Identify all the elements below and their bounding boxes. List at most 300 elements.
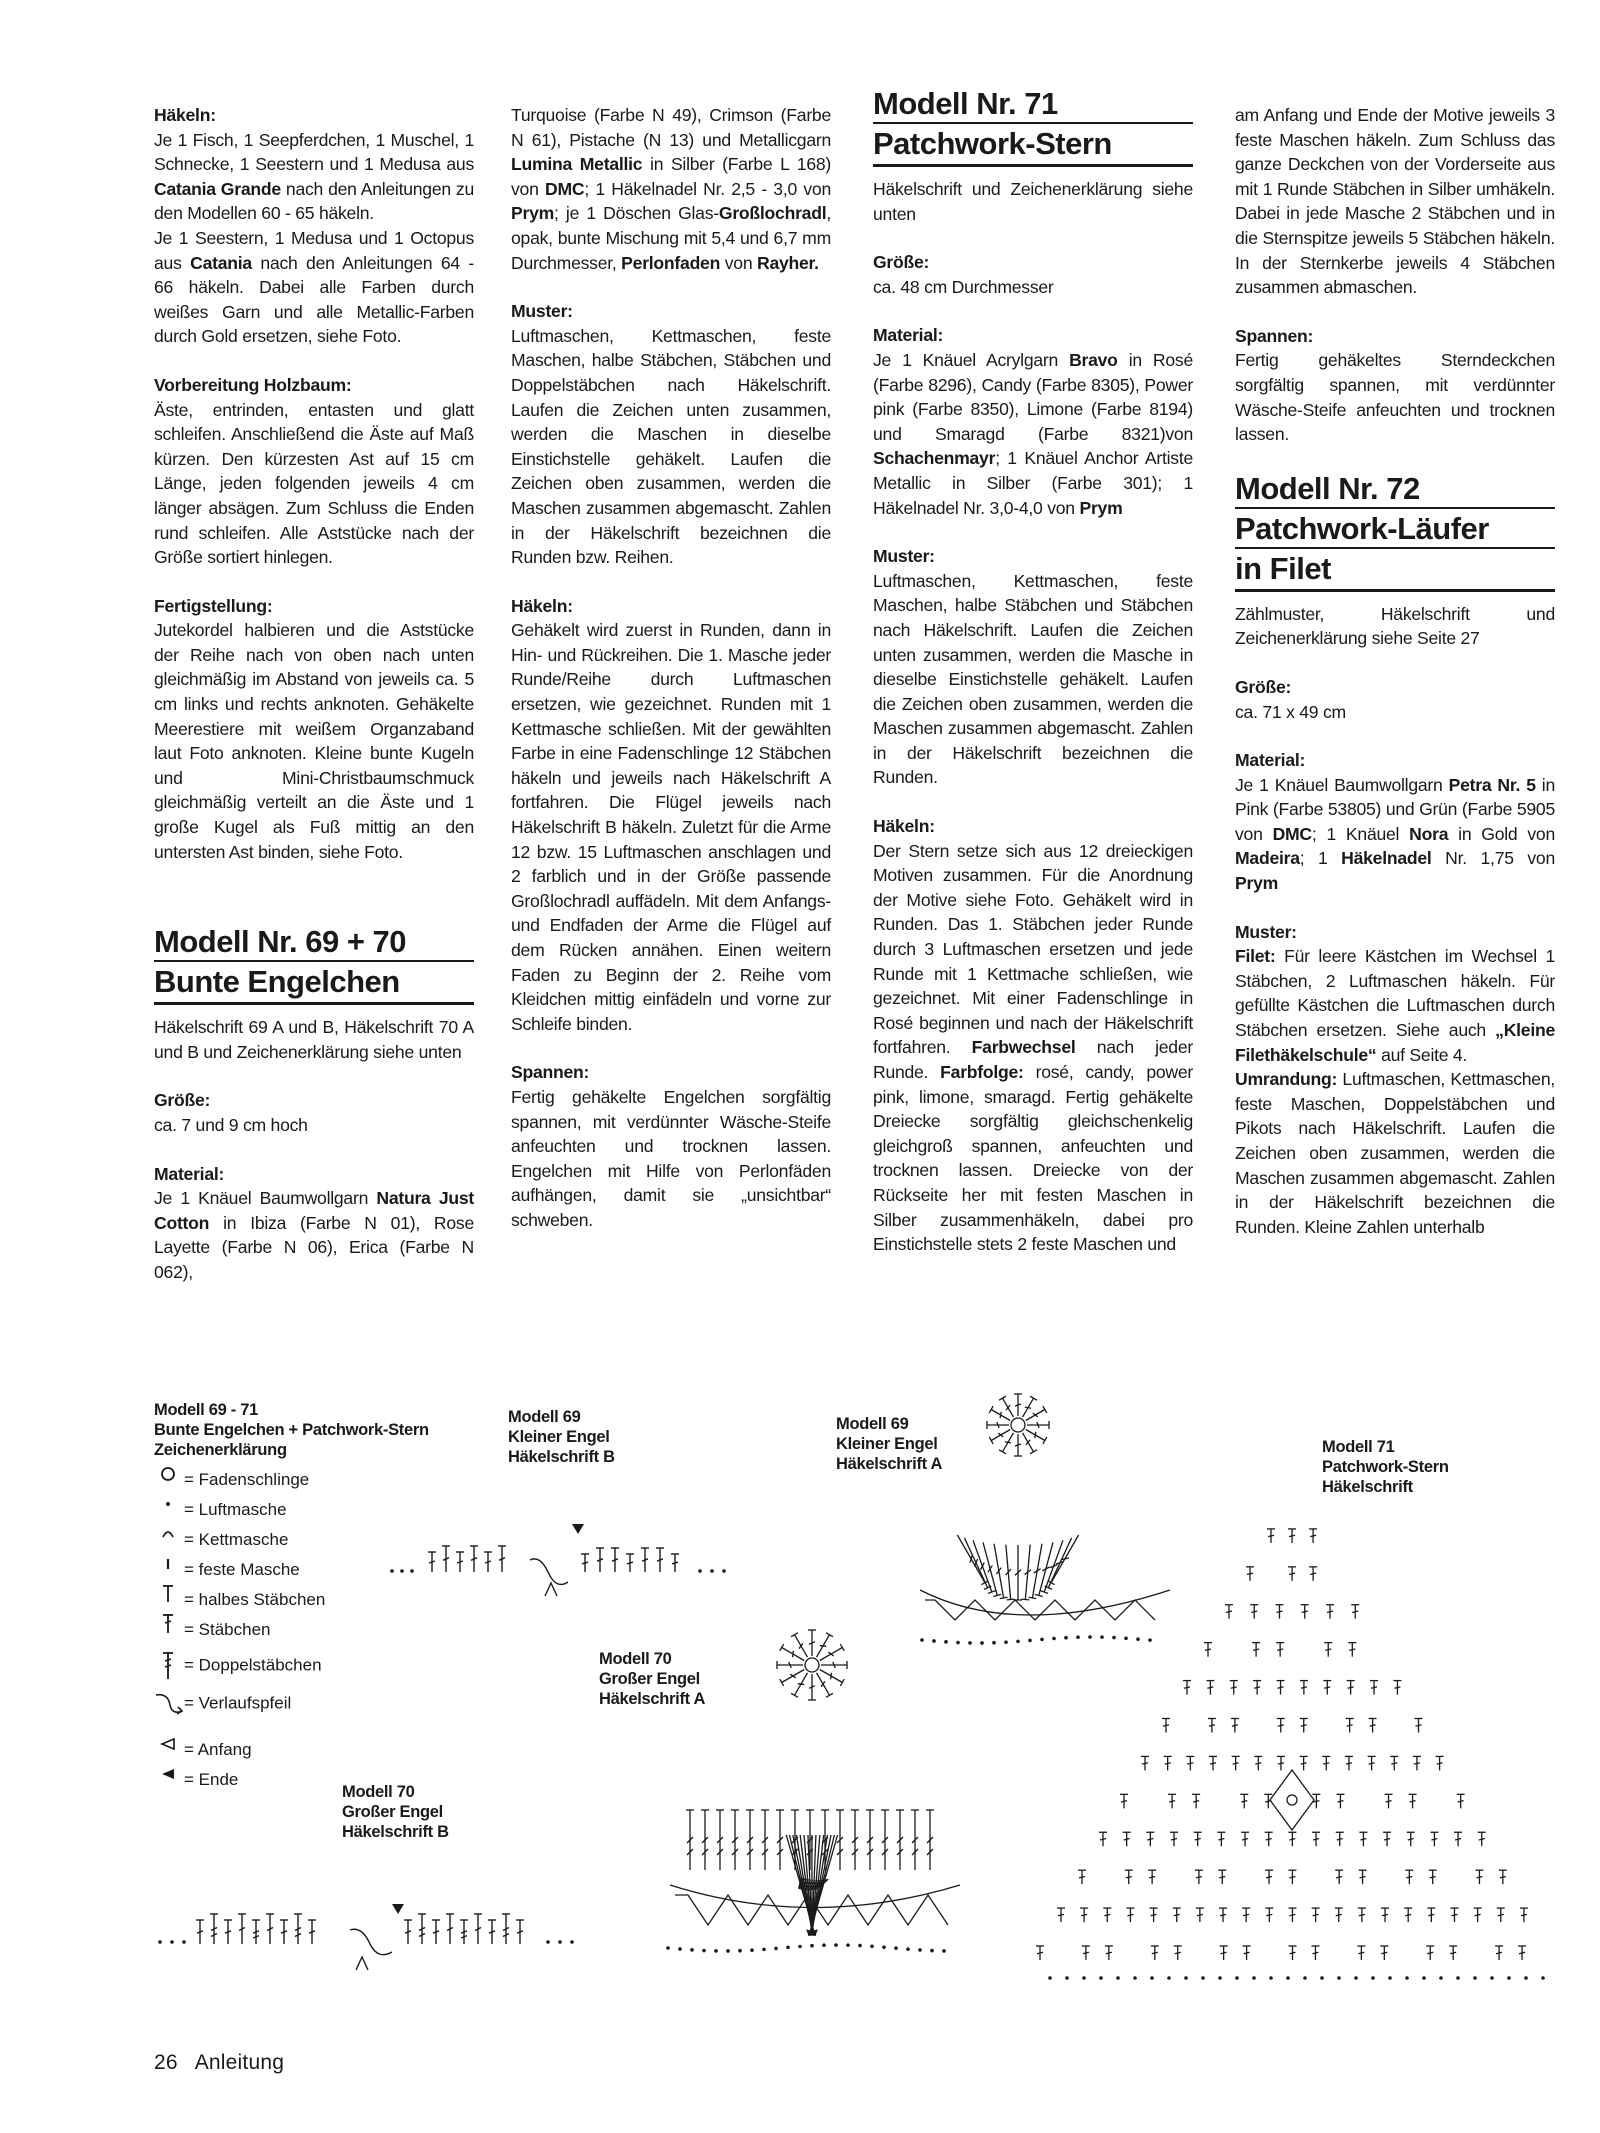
stitch-symbol bbox=[776, 1810, 784, 1870]
chain-dot bbox=[570, 1940, 574, 1944]
stitch-symbol bbox=[1311, 1946, 1319, 1960]
stitch-symbol bbox=[1217, 1832, 1225, 1846]
chain-dot bbox=[1473, 1976, 1477, 1980]
blocking-section bbox=[1235, 324, 1555, 447]
body-text: Fertig gehäkeltes Sterndeckchen sorgfältig spannen, mit verdünnter Wäsche-Steife anfeuchten und trocknen lassen. bbox=[1235, 350, 1555, 445]
body-text: am Anfang und Ende der Motive jeweils 3 feste Maschen häkeln. Zum Schluss das ganze Deckchen von der Vorderseite aus mit 1 Runde Stäbchen in Silber umhäkeln. Dabei in jede Masche 2 Stäbchen und in die Sternspitze jeweils 5 Stäbchen häkeln. In der Sternkerbe jeweils 4 Stäbchen zusammen abmaschen. bbox=[1235, 105, 1555, 298]
body-text: Je 1 Knäuel Acrylgarn bbox=[873, 349, 1070, 370]
stitch-symbol bbox=[818, 1666, 845, 1686]
stitch-symbol bbox=[808, 1835, 816, 1935]
stitch-symbol bbox=[808, 1835, 824, 1935]
chain-dot bbox=[1133, 1976, 1137, 1980]
stitch-symbol bbox=[1002, 1544, 1015, 1599]
body-text: ; 1 Häkelnadel Nr. 2,5 - 3,0 von bbox=[584, 178, 831, 199]
stitch-symbol bbox=[1246, 1567, 1254, 1581]
stitch-symbol bbox=[1196, 1908, 1204, 1922]
stitch-symbol bbox=[446, 1914, 454, 1944]
chain-dot bbox=[1235, 1976, 1239, 1980]
stitch-symbol bbox=[1370, 1681, 1378, 1695]
legend-title-line: Zeichenerklärung bbox=[154, 1441, 287, 1459]
stitch-symbol bbox=[1252, 1643, 1260, 1657]
chain-dot bbox=[870, 1944, 874, 1948]
stitch-symbol bbox=[1045, 1536, 1075, 1589]
stitch-symbol bbox=[1014, 1434, 1022, 1456]
stitch-symbol bbox=[1027, 1421, 1049, 1429]
legend-label: = Stäbchen bbox=[184, 1620, 271, 1639]
stitch-symbol bbox=[1277, 1681, 1285, 1695]
stitch-symbol bbox=[280, 1920, 288, 1944]
stitch-symbol bbox=[456, 1552, 464, 1572]
page-footer bbox=[154, 2051, 284, 2075]
diagram-label-line: Häkelschrift B bbox=[342, 1823, 449, 1841]
crochet-section bbox=[873, 814, 1193, 1257]
stitch-symbol bbox=[611, 1548, 619, 1572]
stitch-symbol bbox=[1242, 1908, 1250, 1922]
pattern-section bbox=[1235, 920, 1555, 1240]
legend-item bbox=[154, 1521, 289, 1549]
diagram-label-line: Häkelschrift A bbox=[599, 1690, 706, 1708]
chain-dot bbox=[1064, 1636, 1068, 1640]
stitch-symbol bbox=[1240, 1794, 1248, 1808]
body-text: nach jeder Runde. bbox=[873, 1037, 1193, 1082]
brand-name: Prym bbox=[1079, 497, 1123, 518]
stitch-symbol bbox=[1326, 1605, 1334, 1619]
stitch-symbol bbox=[911, 1810, 919, 1870]
legend-label: = feste Masche bbox=[184, 1560, 300, 1579]
section-heading: Material: bbox=[1235, 750, 1306, 771]
chain-dot bbox=[410, 1569, 414, 1573]
chain-dot bbox=[1303, 1976, 1307, 1980]
model-intro: Häkelschrift und Zeichenerklärung siehe unten bbox=[873, 179, 1193, 224]
product-name: Großlochradl bbox=[718, 203, 827, 224]
yarn-name: Catania Grande bbox=[154, 178, 281, 199]
emphasis: Filet: bbox=[1235, 946, 1276, 967]
body-text: Luftmaschen, Kettmaschen, feste Maschen, Doppelstäbchen und Pikots nach Häkelschrift. Laufen die Zeichen oben zusammen, werden die Maschen zusammen abgemascht. Zahlen in der Häkelschrift bezeichnen die Runden. Kleine Zahlen unterhalb bbox=[1235, 1069, 1555, 1237]
crochet-section bbox=[154, 103, 474, 349]
chain-dot bbox=[1112, 1636, 1116, 1640]
section-heading: Spannen: bbox=[511, 1062, 590, 1083]
stitch-symbol bbox=[1103, 1908, 1111, 1922]
stitch-symbol bbox=[926, 1810, 934, 1870]
model-intro: Zählmuster, Häkelschrift und Zeichenerklärung siehe Seite 27 bbox=[1235, 603, 1555, 649]
chain-dot bbox=[944, 1640, 948, 1644]
legend-item bbox=[154, 1731, 252, 1759]
end-marker-icon bbox=[154, 1761, 184, 1785]
size-section bbox=[873, 250, 1193, 299]
chain-dot bbox=[980, 1641, 984, 1645]
diagram-label-line: Häkelschrift B bbox=[508, 1448, 615, 1466]
stitch-symbol bbox=[1057, 1908, 1065, 1922]
body-text: Luftmaschen, Kettmaschen, feste Maschen, halbe Stäbchen und Stäbchen nach Häkelschrift. Laufen die Zeichen unten zusammen, werden die Masche in dieselbe Einstichstelle gehäkelt. Laufen die Zeichen oben zusammen, werden die Maschen zusammen abgemascht. Zahlen in der Häkelschrift bezeichnen die Runden. bbox=[873, 570, 1193, 788]
stitch-symbol bbox=[1024, 1406, 1047, 1424]
stitch-symbol bbox=[791, 1810, 799, 1870]
stitch-symbol bbox=[1347, 1681, 1355, 1695]
material-section bbox=[154, 1162, 474, 1285]
legend-item bbox=[154, 1689, 291, 1713]
stitch-symbol bbox=[1324, 1643, 1332, 1657]
chain-dot bbox=[930, 1949, 934, 1953]
chart-69a bbox=[920, 1394, 1170, 1645]
stitch-symbol bbox=[1301, 1605, 1309, 1619]
stitch-symbol bbox=[1019, 1396, 1037, 1419]
crochet-section bbox=[511, 594, 831, 1037]
stitch-symbol bbox=[1413, 1756, 1421, 1770]
stitch-symbol bbox=[786, 1834, 817, 1933]
stitch-symbol bbox=[780, 1644, 807, 1664]
emphasis: „Kleine Filethäkelschule“ bbox=[1235, 1020, 1555, 1065]
stitch-symbol bbox=[1323, 1681, 1331, 1695]
stitch-symbol bbox=[470, 1546, 478, 1572]
stitch-symbol bbox=[404, 1920, 412, 1944]
stitch-symbol bbox=[716, 1810, 724, 1870]
section-heading: Spannen: bbox=[1235, 325, 1314, 346]
stitch-symbol bbox=[308, 1920, 316, 1944]
chain-dot bbox=[698, 1569, 702, 1573]
diagram-label-71 bbox=[1322, 1437, 1449, 1497]
product-name: Häkelnadel bbox=[1341, 848, 1432, 869]
stitch-symbol bbox=[851, 1810, 859, 1870]
body-text: Je 1 Fisch, 1 Seepferdchen, 1 Muschel, 1 Schnecke, 1 Seestern und 1 Medusa aus bbox=[154, 129, 474, 175]
legend-title-line: Bunte Engelchen + Patchwork-Stern bbox=[154, 1421, 429, 1439]
chain-dot bbox=[1354, 1976, 1358, 1980]
stitch-symbol bbox=[238, 1914, 246, 1944]
stitch-symbol bbox=[1276, 1605, 1284, 1619]
chain-dot bbox=[1116, 1976, 1120, 1980]
diagram-label-line: Häkelschrift bbox=[1322, 1478, 1413, 1496]
stitch-symbol bbox=[626, 1554, 634, 1572]
legend-label: = Luftmasche bbox=[184, 1500, 287, 1519]
chain-dot bbox=[1439, 1976, 1443, 1980]
stitch-symbol bbox=[1220, 1946, 1228, 1960]
stitch-symbol bbox=[1141, 1756, 1149, 1770]
stitch-symbol bbox=[1120, 1794, 1128, 1808]
yarn-name: Natura Just Cotton bbox=[154, 1188, 475, 1233]
stitch-symbol bbox=[821, 1661, 847, 1669]
stitch-symbol bbox=[1218, 1870, 1226, 1884]
stitch-symbol bbox=[1206, 1681, 1214, 1695]
body-text: Turquoise (Farbe N 49), Crimson (Farbe N 61), Pistache (N 13) und Metallicgarn bbox=[511, 105, 831, 150]
legend-title-line: Modell 69 - 71 bbox=[154, 1401, 259, 1419]
stitch-symbol bbox=[488, 1920, 496, 1944]
stitch-symbol bbox=[808, 1834, 832, 1934]
chart-70b bbox=[158, 1904, 574, 1970]
body-text: Je 1 Seestern, 1 Medusa und 1 Octopus aus bbox=[154, 227, 474, 273]
section-heading: Größe: bbox=[1235, 676, 1292, 697]
chain-dot bbox=[726, 1949, 730, 1953]
size-section bbox=[1235, 675, 1555, 724]
model-intro: Häkelschrift 69 A und B, Häkelschrift 70 A und B und Zeichenerklärung siehe unten bbox=[154, 1017, 474, 1062]
body-text: auf Seite 4. bbox=[1376, 1044, 1468, 1065]
stitch-symbol bbox=[1204, 1643, 1212, 1657]
stitch-symbol bbox=[1351, 1605, 1359, 1619]
chain-dot bbox=[1422, 1976, 1426, 1980]
section-heading: Muster: bbox=[1235, 921, 1297, 942]
model-title-line: in Filet bbox=[1235, 550, 1331, 586]
stitch-symbol bbox=[836, 1810, 844, 1870]
stitch-symbol bbox=[1265, 1832, 1273, 1846]
legend-label: = Ende bbox=[184, 1770, 239, 1789]
chain-dot bbox=[1124, 1636, 1128, 1640]
stitch-symbol bbox=[1183, 1681, 1191, 1695]
stitch-symbol bbox=[990, 1543, 1007, 1599]
stitch-symbol bbox=[954, 1533, 988, 1585]
stitch-symbol bbox=[432, 1920, 440, 1944]
chain-dot bbox=[810, 1944, 814, 1948]
stitch-symbol bbox=[498, 1546, 506, 1572]
stitch-symbol bbox=[1288, 1529, 1296, 1543]
stitch-symbol bbox=[1080, 1908, 1088, 1922]
stitch-symbol bbox=[1267, 1529, 1275, 1543]
stitch-symbol bbox=[1383, 1832, 1391, 1846]
stitch-symbol bbox=[210, 1914, 218, 1944]
stitch-symbol bbox=[1264, 1794, 1272, 1808]
stitch-symbol bbox=[1150, 1908, 1158, 1922]
product-name: Perlonfaden bbox=[621, 252, 721, 273]
stitch-symbol bbox=[1219, 1908, 1227, 1922]
stitch-symbol bbox=[1309, 1567, 1317, 1581]
chain-dot bbox=[1016, 1640, 1020, 1644]
section-heading: Vorbereitung Holzbaum: bbox=[154, 374, 352, 395]
chain-dot bbox=[956, 1641, 960, 1645]
stitch-symbol bbox=[987, 1421, 1009, 1429]
stitch-symbol bbox=[442, 1546, 450, 1572]
chain-dot bbox=[834, 1943, 838, 1947]
stitch-symbol bbox=[1014, 1545, 1022, 1600]
chain-dot bbox=[738, 1949, 742, 1953]
stitch-symbol bbox=[1288, 1908, 1296, 1922]
legend-item bbox=[154, 1651, 322, 1675]
stitch-symbol bbox=[1250, 1605, 1258, 1619]
stitch-symbol bbox=[800, 1835, 816, 1935]
body-text: ; 1 Knäuel Anchor Artiste Metallic in Silber (Farbe 301); 1 Häkelnadel Nr. 3,0-4,0 von bbox=[873, 448, 1193, 518]
stitch-symbol bbox=[1225, 1605, 1233, 1619]
body-text: Äste, entrinden, entasten und glatt schleifen. Anschließend die Äste auf Maß kürzen. Den kürzesten Ast auf 15 cm Länge, jeden folgenden jeweils 4 cm länger absägen. Zum Schluss die Enden rund schleifen. Alle Aststücke nach der Größe sortiert hinlegen. bbox=[154, 399, 474, 568]
chain-dot bbox=[182, 1940, 186, 1944]
half-double-crochet-icon bbox=[154, 1581, 184, 1605]
chain-dot bbox=[1490, 1976, 1494, 1980]
preparation-section bbox=[154, 373, 474, 570]
diagram-label-line: Patchwork-Stern bbox=[1322, 1458, 1449, 1476]
stitch-symbol bbox=[807, 1834, 835, 1934]
stitch-symbol bbox=[1430, 1832, 1438, 1846]
stitch-symbol bbox=[1345, 1756, 1353, 1770]
legend-item bbox=[154, 1761, 239, 1789]
stitch-symbol bbox=[881, 1810, 889, 1870]
brand-name: DMC bbox=[1272, 823, 1312, 844]
chain-dot bbox=[1150, 1976, 1154, 1980]
stitch-symbol bbox=[502, 1914, 510, 1944]
section-heading: Fertigstellung: bbox=[154, 595, 273, 616]
chain-dot bbox=[1048, 1976, 1052, 1980]
stitch-symbol bbox=[266, 1914, 274, 1944]
stitch-symbol bbox=[656, 1548, 664, 1572]
body-text: in Gold von bbox=[1448, 823, 1555, 844]
body-text: ca. 71 x 49 cm bbox=[1235, 701, 1346, 722]
legend-label: = Anfang bbox=[184, 1740, 252, 1759]
stitch-symbol bbox=[1035, 1541, 1057, 1596]
text-column-2 bbox=[511, 103, 831, 1257]
chain-dot bbox=[690, 1948, 694, 1952]
body-text: ; 1 bbox=[1299, 848, 1342, 869]
diagram-label-line: Modell 70 bbox=[599, 1650, 672, 1668]
stitch-symbol bbox=[1019, 1431, 1037, 1454]
stitch-symbol bbox=[1265, 1870, 1273, 1884]
pattern-section bbox=[873, 544, 1193, 790]
model-title-line: Modell Nr. 71 bbox=[873, 86, 1193, 124]
stitch-symbol bbox=[196, 1920, 204, 1944]
legend-item bbox=[154, 1581, 326, 1609]
stitch-symbol bbox=[979, 1541, 1001, 1596]
chain-dot bbox=[722, 1569, 726, 1573]
model-title-line: Patchwork-Stern bbox=[873, 126, 1112, 161]
stitch-symbol bbox=[1450, 1908, 1458, 1922]
stitch-symbol bbox=[1520, 1908, 1528, 1922]
stitch-symbol bbox=[1174, 1946, 1182, 1960]
section-heading: Muster: bbox=[511, 301, 573, 322]
diagram-label-line: Modell 70 bbox=[342, 1783, 415, 1801]
stitch-symbol bbox=[516, 1920, 524, 1944]
diagram-label-70b bbox=[342, 1782, 449, 1842]
stitch-symbol bbox=[1409, 1794, 1417, 1808]
chain-dot bbox=[710, 1569, 714, 1573]
stitch-symbol bbox=[1253, 1681, 1261, 1695]
legend-label: = halbes Stäbchen bbox=[184, 1590, 326, 1609]
stitch-symbol bbox=[969, 1539, 995, 1593]
stitch-symbol bbox=[1385, 1794, 1393, 1808]
model-title bbox=[1235, 471, 1555, 592]
legend-item bbox=[154, 1491, 287, 1519]
stitch-symbol bbox=[1231, 1719, 1239, 1733]
diagram-label-line: Häkelschrift A bbox=[836, 1455, 943, 1473]
stitch-symbol bbox=[474, 1914, 482, 1944]
brand-name: DMC bbox=[545, 178, 585, 199]
stitch-symbol bbox=[1289, 1946, 1297, 1960]
chain-dot bbox=[1320, 1976, 1324, 1980]
legend-item bbox=[154, 1611, 271, 1639]
stitch-symbol bbox=[1192, 1794, 1200, 1808]
stitch-symbol bbox=[1254, 1756, 1262, 1770]
chain-dot bbox=[1337, 1976, 1341, 1980]
body-text: nach den Anleitungen zu den Modellen 60 - 65 häkeln. bbox=[154, 178, 474, 224]
chain-dot bbox=[1184, 1976, 1188, 1980]
stitch-symbol bbox=[1170, 1832, 1178, 1846]
stitch-symbol bbox=[1518, 1946, 1526, 1960]
chain-dot bbox=[920, 1638, 924, 1642]
stitch-symbol bbox=[1309, 1529, 1317, 1543]
yarn-name: Catania bbox=[190, 252, 252, 273]
legend-label: = Fadenschlinge bbox=[184, 1470, 310, 1489]
body-text: Luftmaschen, Kettmaschen, feste Maschen, halbe Stäbchen, Stäbchen und Doppelstäbchen nach Häkelschrift. Laufen die Zeichen unten zusammen, werden die Maschen in dieselbe Einstichstelle gehäkelt. Laufen die Zeichen oben zusammen, werden die Maschen zusammen abgemascht. Zahlen in der Häkelschrift bezeichnen die Runden bzw. Reihen. bbox=[511, 325, 831, 568]
section-heading: Größe: bbox=[154, 1090, 211, 1111]
stitch-symbol bbox=[1407, 1832, 1415, 1846]
stitch-symbol bbox=[1024, 1426, 1047, 1444]
stitch-symbol bbox=[796, 1835, 816, 1935]
stitch-symbol bbox=[1208, 1719, 1216, 1733]
diagram-label-69b bbox=[508, 1407, 615, 1467]
legend-item bbox=[154, 1461, 310, 1489]
stitch-symbol bbox=[866, 1810, 874, 1870]
stitch-symbol bbox=[792, 1834, 816, 1934]
chain-dot bbox=[858, 1944, 862, 1948]
chain-dot bbox=[992, 1641, 996, 1645]
stitch-symbol bbox=[806, 1810, 814, 1870]
stitch-symbol bbox=[1168, 1794, 1176, 1808]
chain-dot bbox=[798, 1945, 802, 1949]
stitch-symbol bbox=[1312, 1832, 1320, 1846]
stitch-symbol bbox=[1099, 1832, 1107, 1846]
chain-dot bbox=[1148, 1638, 1152, 1642]
body-text: in Silber (Farbe L 168) von bbox=[511, 154, 831, 199]
stitch-symbol bbox=[813, 1633, 833, 1660]
text-column-4 bbox=[1235, 103, 1555, 1263]
chain-dot bbox=[1088, 1635, 1092, 1639]
chain-dot bbox=[1371, 1976, 1375, 1980]
body-text: in Rosé (Farbe 8296), Candy (Farbe 8305), Power pink (Farbe 8350), Limone (Farbe 8194) und Smaragd (Farbe 8321)von bbox=[873, 349, 1193, 444]
stitch-symbol bbox=[1381, 1908, 1389, 1922]
stitch-symbol bbox=[596, 1548, 604, 1572]
diagram-label-line: Kleiner Engel bbox=[508, 1428, 610, 1446]
stitch-symbol bbox=[484, 1552, 492, 1572]
chain-dot bbox=[750, 1948, 754, 1952]
stitch-symbol bbox=[808, 1835, 828, 1935]
body-text: Nr. 1,75 von bbox=[1431, 848, 1555, 869]
stitch-symbol bbox=[1040, 1539, 1066, 1593]
emphasis: Farbfolge: bbox=[940, 1062, 1024, 1082]
chain-dot bbox=[846, 1943, 850, 1947]
stitch-symbol bbox=[782, 1834, 817, 1932]
stitch-symbol bbox=[999, 1396, 1017, 1419]
stitch-symbol bbox=[1288, 1832, 1296, 1846]
chain-dot bbox=[1252, 1976, 1256, 1980]
stitch-symbol bbox=[1346, 1719, 1354, 1733]
model-title-line: Patchwork-Läufer bbox=[1235, 511, 1555, 549]
body-text: Der Stern setze sich aus 12 dreieckigen Motiven zusammen. Für die Anordnung der Motive siehe Foto. Gehäkelt wird in Runden. Das 1. Stäbchen jeder Runde durch 3 Luftmaschen ersetzen und jede Runde mit 1 Kettmache schließen, wie gezeichnet. Mit einer Fadenschlinge in Rosé beginnen und nach der Häkelschrift fortfahren. bbox=[873, 840, 1193, 1058]
material-section bbox=[873, 323, 1193, 520]
stitch-symbol bbox=[791, 1633, 811, 1660]
chain-dot bbox=[1100, 1635, 1104, 1639]
chain-dot bbox=[1456, 1976, 1460, 1980]
stitch-symbol bbox=[1497, 1908, 1505, 1922]
chain-dot bbox=[1167, 1976, 1171, 1980]
diagram-label-line: Großer Engel bbox=[342, 1803, 443, 1821]
chain-dot bbox=[1286, 1976, 1290, 1980]
stitch-symbol bbox=[1495, 1946, 1503, 1960]
stitch-symbol bbox=[1288, 1567, 1296, 1581]
stitch-symbol bbox=[806, 1834, 841, 1932]
stitch-symbol bbox=[1312, 1794, 1320, 1808]
stitch-symbol bbox=[1390, 1756, 1398, 1770]
model-title-line: Modell Nr. 72 bbox=[1235, 471, 1555, 509]
stitch-symbol bbox=[808, 1835, 820, 1935]
stitch-symbol bbox=[1478, 1832, 1486, 1846]
emphasis: Farbwechsel bbox=[971, 1037, 1076, 1058]
stitch-symbol bbox=[1028, 1543, 1045, 1599]
legend-item bbox=[154, 1551, 300, 1579]
body-text: in Pink (Farbe 53805) und Grün (Farbe 5905 von bbox=[1235, 774, 1555, 844]
chain-dot bbox=[678, 1947, 682, 1951]
stitch-symbol bbox=[671, 1554, 679, 1572]
stitch-symbol bbox=[1277, 1719, 1285, 1733]
chain-dot bbox=[1004, 1640, 1008, 1644]
chain-dot bbox=[1028, 1639, 1032, 1643]
stitch-symbol bbox=[1429, 1870, 1437, 1884]
stitch-symbol bbox=[1359, 1870, 1367, 1884]
legend-title bbox=[154, 1400, 429, 1460]
chain-dot bbox=[1136, 1637, 1140, 1641]
stitch-symbol bbox=[1475, 1870, 1483, 1884]
chain-dot bbox=[1052, 1637, 1056, 1641]
body-text: Fertig gehäkelte Engelchen sorgfältig spannen, mit verdünnter Wäsche-Steife anfeuchten und trocknen lassen. Engelchen mit Hilfe von Perlonfäden aufhängen, damit sie „unsichtbar“ schweben. bbox=[511, 1086, 831, 1230]
